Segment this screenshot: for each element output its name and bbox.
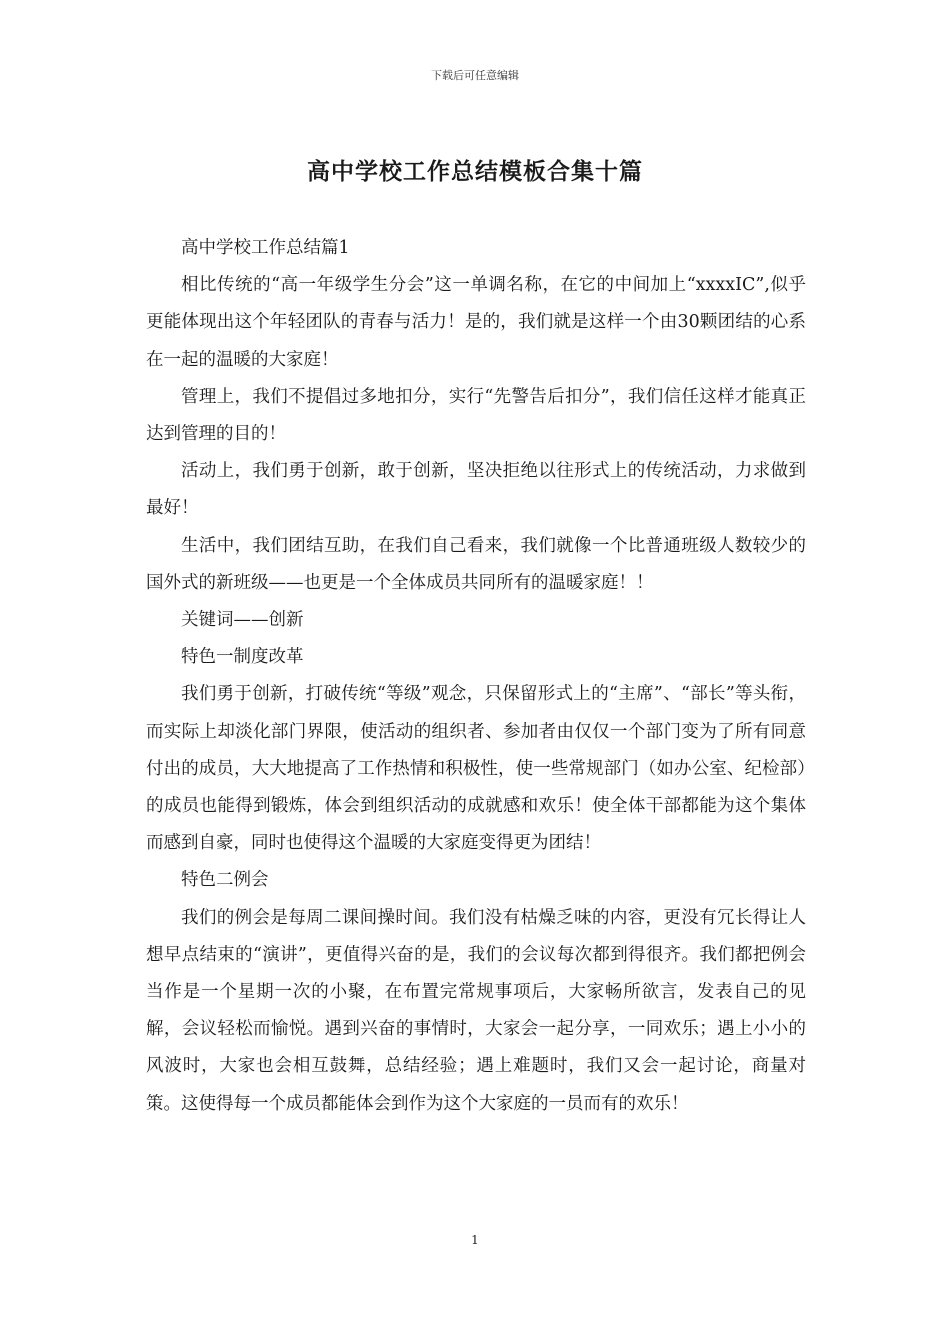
body-paragraph: 相比传统的“高一年级学生分会”这一单调名称，在它的中间加上“xxxxIC”,似乎更能体现出这个年轻团队的青春与活力！是的，我们就是这样一个由30颗团结的心系在一起的温暖的大家庭！ [146,275,806,370]
page-header-note: 下载后可任意编辑 [431,69,519,82]
body-paragraph: 我们勇于创新，打破传统“等级”观念，只保留形式上的“主席”、“部长”等头衔，而实际上却淡化部门界限，使活动的组织者、参加者由仅仅一个部门变为了所有同意付出的成员，大大地提高了工作热情和积极性，使一些常规部门（如办公室、纪检部）的成员也能得到锻炼，体会到组织活动的成就感和欢乐！使全体干部都能为这个集体而感到自豪，同时也使得这个温暖的大家庭变得更为团结！ [146,684,806,854]
feature-heading: 特色二例会 [181,870,269,891]
body-paragraph: 我们的例会是每周二课间操时间。我们没有枯燥乏味的内容，更没有冗长得让人想早点结束的“演讲”，更值得兴奋的是，我们的会议每次都到得很齐。我们都把例会当作是一个星期一次的小聚，在布置完常规事项后，大家畅所欲言，发表自己的见解，会议轻松而愉悦。遇到兴奋的事情时，大家会一起分享，一同欢乐；遇上小小的风波时，大家也会相互鼓舞，总结经验；遇上难题时，我们又会一起讨论，商量对策。这使得每一个成员都能体会到作为这个大家庭的一员而有的欢乐！ [146,907,806,1114]
body-paragraph: 活动上，我们勇于创新，敢于创新，坚决拒绝以往形式上的传统活动，力求做到最好！ [146,461,806,519]
document-title: 高中学校工作总结模板合集十篇 [307,158,643,185]
keyword-heading: 关键词——创新 [181,610,304,631]
body-paragraph: 生活中，我们团结互助，在我们自己看来，我们就像一个比普通班级人数较少的国外式的新班级——也更是一个全体成员共同所有的温暖家庭！！ [146,535,806,593]
section-heading: 高中学校工作总结篇1 [181,238,350,258]
page-number: 1 [471,1233,479,1247]
document-body [146,230,806,1123]
body-paragraph: 管理上，我们不提倡过多地扣分，实行“先警告后扣分”，我们信任这样才能真正达到管理的目的！ [146,386,806,445]
feature-heading: 特色一制度改革 [181,647,304,668]
